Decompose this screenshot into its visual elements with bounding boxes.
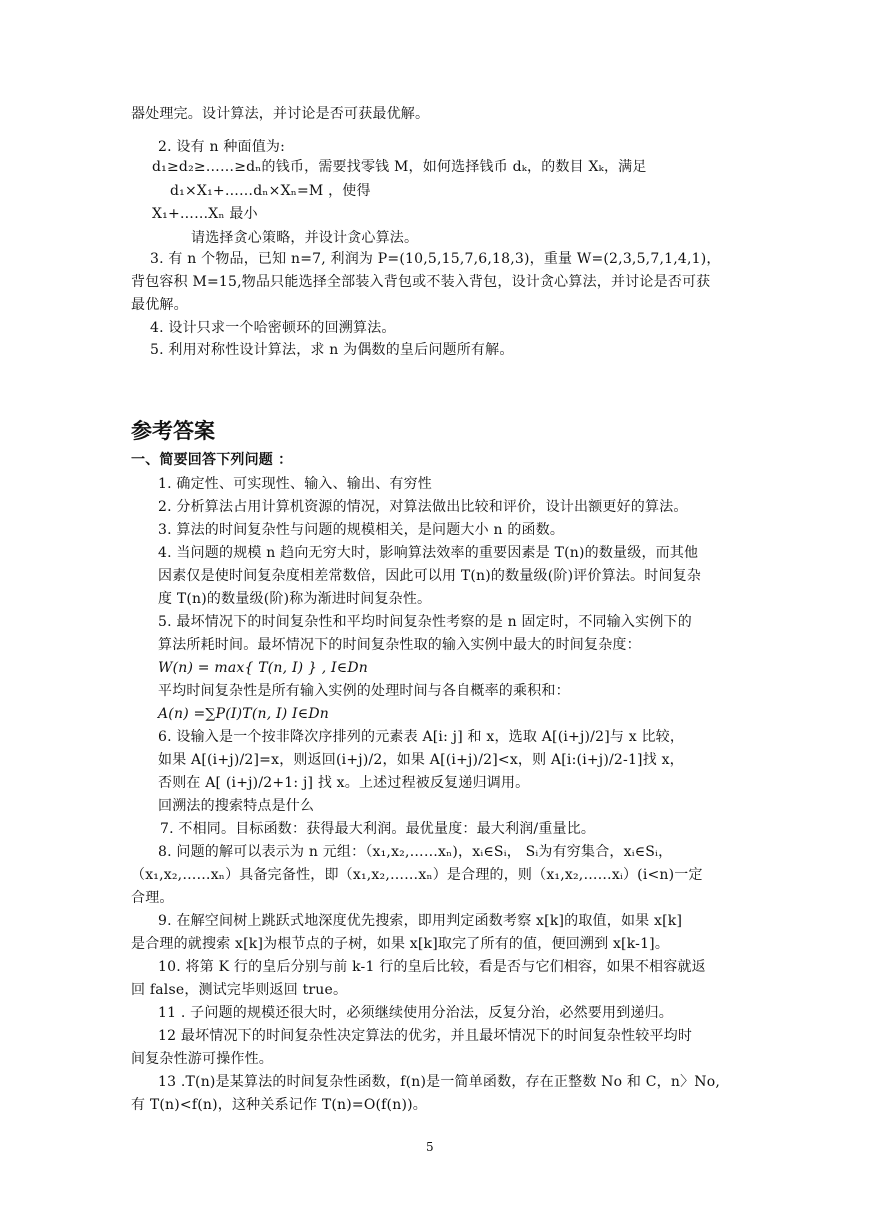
answer-8-line1: 8. 问题的解可以表示为 n 元组：（x₁,x₂,……xₙ)，xᵢ∈Sᵢ， Sᵢ为有穷集合，xᵢ∈Sᵢ， — [158, 844, 673, 860]
answer-1: 1. 确定性、可实现性、输入、输出、有穷性 — [158, 476, 433, 492]
answer-11: 11 . 子问题的规模还很大时，必须继续使用分治法，反复分治，必然要用到递归。 — [158, 1005, 673, 1021]
answer-8-line3: 合理。 — [131, 890, 174, 906]
answer-5-formula-w: W(n) = max{ T(n, I) } , I∈Dn — [158, 660, 368, 676]
answer-6-line2: 如果 A[(i+j)/2]=x，则返回(i+j)/2，如果 A[(i+j)/2]<x，则 A[i:(i+j)/2-1]找 x， — [158, 752, 684, 768]
answer-4-line1: 4. 当问题的规模 n 趋向无穷大时，影响算法效率的重要因素是 T(n)的数量级，而其他 — [158, 545, 699, 561]
answer-7: 7. 不相同。目标函数：获得最大利润。最优量度：最大利润/重量比。 — [160, 821, 596, 837]
answer-2: 2. 分析算法占用计算机资源的情况，对算法做出比较和评价，设计出额更好的算法。 — [158, 499, 688, 515]
answer-12-line2: 间复杂性游可操作性。 — [131, 1051, 273, 1067]
answer-10-line1: 10. 将第 K 行的皇后分别与前 k-1 行的皇后比较，看是否与它们相容，如果不相容就返 — [158, 959, 706, 975]
exercise-2-formula: d₁×X₁+……dₙ×Xₙ=M ，使得 — [170, 183, 371, 199]
exercise-3-line2: 背包容积 M=15,物品只能选择全部装入背包或不装入背包，设计贪心算法，并讨论是否可获 — [131, 274, 711, 290]
exercise-4: 4. 设计只求一个哈密顿环的回溯算法。 — [150, 320, 396, 336]
answer-5-formula-a: A(n) =∑P(I)T(n, I) I∈Dn — [158, 706, 329, 722]
answer-4-line3: 度 T(n)的数量级(阶)称为渐进时间复杂性。 — [158, 591, 432, 607]
answer-6-line1: 6. 设输入是一个按非降次序排列的元素表 A[i: j] 和 x，选取 A[(i+j)/2]与 x 比较， — [158, 729, 685, 745]
answer-8-line2: （x₁,x₂,……xₙ）具备完备性，即（x₁,x₂,……xₙ）是合理的，则（x₁,x₂,……xᵢ）(i<n)一定 — [131, 867, 703, 883]
answer-4-line2: 因素仅是使时间复杂度相差常数倍，因此可以用 T(n)的数量级(阶)评价算法。时间复杂 — [158, 568, 702, 584]
answer-6-line3: 否则在 A[ (i+j)/2+1: j] 找 x。上述过程被反复递归调用。 — [158, 775, 530, 791]
exercise-3-line1: 3. 有 n 个物品，已知 n=7, 利润为 P=(10,5,15,7,6,18,3)，重量 W=(2,3,5,7,1,4,1)， — [150, 251, 721, 267]
answer-3: 3. 算法的时间复杂性与问题的规模相关，是问题大小 n 的函数。 — [158, 522, 565, 538]
section-heading: 一、简要回答下列问题 ： — [131, 452, 293, 468]
answers-heading: 参考答案 — [131, 419, 215, 443]
exercise-2-title: 2. 设有 n 种面值为: — [158, 139, 286, 155]
answer-10-line2: 回 false，测试完毕则返回 true。 — [131, 982, 348, 998]
answer-13-line1: 13 .T(n)是某算法的时间复杂性函数，f(n)是一简单函数，存在正整数 No 和 C，n〉No, — [158, 1074, 721, 1090]
answer-6-line4: 回溯法的搜索特点是什么 — [158, 798, 315, 814]
answer-5-line2: 算法所耗时间。最坏情况下的时间复杂性取的输入实例中最大的时间复杂度： — [158, 637, 641, 653]
exercise-5: 5. 利用对称性设计算法，求 n 为偶数的皇后问题所有解。 — [150, 342, 514, 358]
answer-5-line1: 5. 最坏情况下的时间复杂性和平均时间复杂性考察的是 n 固定时，不同输入实例下的 — [158, 614, 692, 630]
exercise-2-task: 请选择贪心策略，并设计贪心算法。 — [191, 230, 419, 246]
text-line: 器处理完。设计算法，并讨论是否可获最优解。 — [131, 106, 430, 122]
page-number: 5 — [426, 1140, 434, 1154]
answer-13-line2: 有 T(n)<f(n)，这种关系记作 T(n)=O(f(n))。 — [131, 1097, 427, 1113]
exercise-3-line3: 最优解。 — [131, 297, 188, 313]
answer-9-line2: 是合理的就搜索 x[k]为根节点的子树，如果 x[k]取完了所有的值，便回溯到 x[k-1]。 — [131, 936, 670, 952]
exercise-2-minimize: X₁+……Xₙ 最小 — [152, 206, 258, 222]
answer-5-line3: 平均时间复杂性是所有输入实例的处理时间与各自概率的乘积和： — [158, 683, 570, 699]
answer-9-line1: 9. 在解空间树上跳跃式地深度优先搜索，即用判定函数考察 x[k]的取值，如果 x[k] — [158, 913, 683, 929]
exercise-2-text: d₁≥d₂≥……≥dₙ的钱币，需要找零钱 M，如何选择钱币 dₖ，的数目 Xₖ，满足 — [152, 159, 647, 175]
answer-12-line1: 12 最坏情况下的时间复杂性决定算法的优劣，并且最坏情况下的时间复杂性较平均时 — [158, 1028, 693, 1044]
